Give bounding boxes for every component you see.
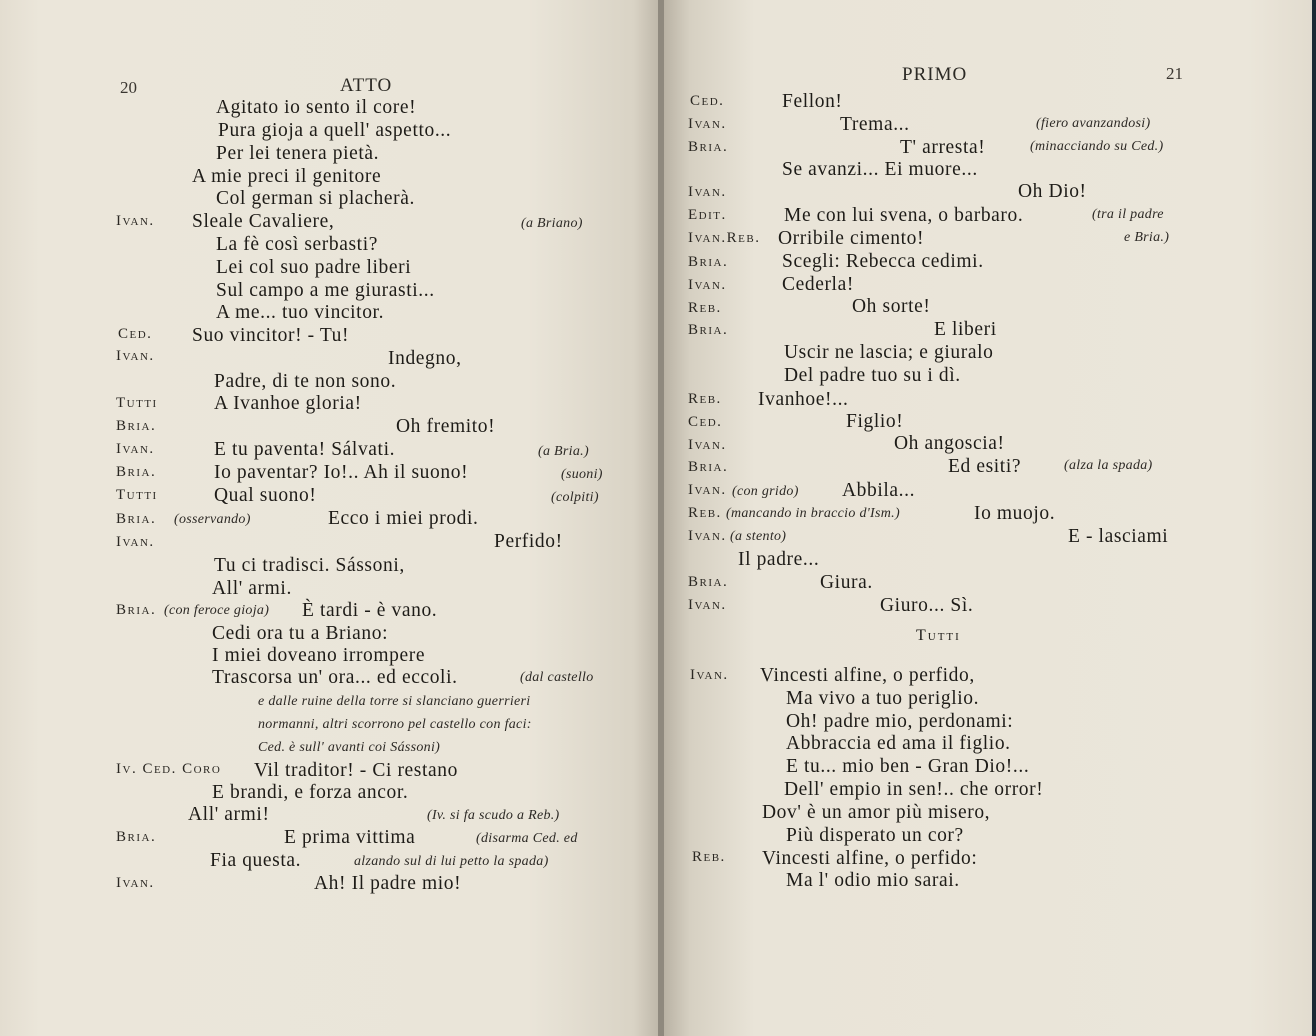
verse-line: Abbraccia ed ama il figlio.	[786, 733, 1011, 754]
verse-line: E prima vittima	[284, 827, 416, 848]
verse-line: Oh fremito!	[396, 416, 496, 437]
speaker: Bria.	[688, 459, 729, 475]
page-number-left: 20	[120, 78, 137, 97]
verse-line: Per lei tenera pietà.	[216, 143, 380, 164]
stage-direction: (dal castello	[520, 670, 594, 685]
verse-line: Ivanhoe!...	[758, 389, 849, 410]
verse-line: Ah! Il padre mio!	[314, 873, 462, 894]
section-heading: Tutti	[916, 627, 961, 644]
running-head-right: PRIMO	[902, 64, 968, 85]
speaker: Reb.	[688, 300, 722, 316]
speaker-note: (a stento)	[730, 529, 787, 544]
speaker: Ivan.	[116, 534, 155, 550]
verse-line: Ma l' odio mio sarai.	[786, 870, 960, 891]
speaker: Bria.	[116, 602, 157, 618]
verse-line: Ma vivo a tuo periglio.	[786, 688, 980, 709]
verse-line: Dell' empio in sen!.. che orror!	[784, 779, 1044, 800]
verse-line: La fè così serbasti?	[216, 234, 378, 255]
stage-direction: (a Bria.)	[538, 444, 589, 459]
stage-direction: normanni, altri scorrono pel castello con faci:	[258, 717, 532, 732]
speaker: Bria.	[688, 322, 729, 338]
verse-line: Padre, di te non sono.	[214, 371, 397, 392]
stage-direction: (Iv. si fa scudo a Reb.)	[427, 808, 560, 823]
speaker: Bria.	[688, 254, 729, 270]
speaker: Ivan.	[688, 437, 727, 453]
speaker: Bria.	[688, 574, 729, 590]
verse-line: All' armi.	[212, 578, 292, 599]
speaker: Ivan.	[688, 184, 727, 200]
stage-direction: (a Briano)	[521, 216, 583, 231]
verse-line: Orribile cimento!	[778, 228, 925, 249]
verse-line: Lei col suo padre liberi	[216, 257, 412, 278]
verse-line: E - lasciami	[1068, 526, 1169, 547]
stage-direction: (suoni)	[561, 467, 603, 482]
verse-line: All' armi!	[188, 804, 270, 825]
running-head-left: ATTO	[340, 75, 393, 96]
verse-line: Cederla!	[782, 274, 854, 295]
verse-line: Col german si placherà.	[216, 188, 415, 209]
verse-line: Sul campo a me giurasti...	[216, 280, 435, 301]
verse-line: Pura gioja a quell' aspetto...	[218, 120, 452, 141]
speaker: Tutti	[116, 395, 158, 411]
verse-line: Se avanzi... Ei muore...	[782, 159, 978, 180]
speaker: Reb.	[688, 505, 722, 521]
speaker: Ivan.	[116, 348, 155, 364]
stage-direction: e dalle ruine della torre si slanciano guerrieri	[258, 694, 531, 709]
verse-line: Vil traditor! - Ci restano	[254, 760, 458, 781]
page-number-right: 21	[1166, 64, 1183, 83]
verse-line: Vincesti alfine, o perfido:	[762, 848, 978, 869]
speaker: Ivan.	[688, 482, 727, 498]
verse-line: Ecco i miei prodi.	[328, 508, 479, 529]
speaker: Tutti	[116, 487, 158, 503]
speaker: Ivan.	[116, 213, 155, 229]
stage-direction: e Bria.)	[1124, 230, 1170, 245]
stage-direction: (minacciando su Ced.)	[1030, 139, 1164, 154]
verse-line: E tu paventa! Sálvati.	[214, 439, 396, 460]
speaker: Bria.	[116, 511, 157, 527]
verse-line: Abbila...	[842, 480, 916, 501]
verse-line: Vincesti alfine, o perfido,	[760, 665, 975, 686]
verse-line: A me... tuo vincitor.	[216, 302, 385, 323]
speaker: Iv. Ced. Coro	[116, 761, 222, 777]
verse-line: Agitato io sento il core!	[216, 97, 417, 118]
verse-line: Ed esiti?	[948, 456, 1022, 477]
verse-line: Giuro... Sì.	[880, 595, 974, 616]
speaker: Ivan.Reb.	[688, 230, 761, 246]
verse-line: Io muojo.	[974, 503, 1056, 524]
verse-line: Oh Dio!	[1018, 181, 1087, 202]
verse-line: Fia questa.	[210, 850, 302, 871]
verse-line: Me con lui svena, o barbaro.	[784, 205, 1024, 226]
speaker: Bria.	[116, 829, 157, 845]
stage-direction: (disarma Ced. ed	[476, 831, 578, 846]
verse-line: Suo vincitor! - Tu!	[192, 325, 350, 346]
verse-line: E tu... mio ben - Gran Dio!...	[786, 756, 1030, 777]
speaker: Edit.	[688, 207, 727, 223]
verse-line: E brandi, e forza ancor.	[212, 782, 409, 803]
verse-line: Indegno,	[388, 348, 462, 369]
verse-line: Trascorsa un' ora... ed eccoli.	[212, 667, 458, 688]
verse-line: Dov' è un amor più misero,	[762, 802, 991, 823]
verse-line: A mie preci il genitore	[192, 166, 382, 187]
verse-line: Del padre tuo su i dì.	[784, 365, 961, 386]
verse-line: Oh sorte!	[852, 296, 931, 317]
verse-line: Io paventar? Io!.. Ah il suono!	[214, 462, 469, 483]
speaker: Reb.	[692, 849, 726, 865]
speaker-note: (con grido)	[732, 484, 799, 499]
speaker: Bria.	[116, 418, 157, 434]
stage-direction: (fiero avanzandosi)	[1036, 116, 1151, 131]
speaker: Ced.	[688, 414, 723, 430]
verse-line: Giura.	[820, 572, 873, 593]
speaker: Ced.	[118, 326, 153, 342]
verse-line: Più disperato un cor?	[786, 825, 964, 846]
verse-line: T' arresta!	[900, 137, 986, 158]
verse-line: Trema...	[840, 114, 910, 135]
verse-line: E liberi	[934, 319, 997, 340]
verse-line: Qual suono!	[214, 485, 317, 506]
verse-line: È tardi - è vano.	[302, 600, 438, 621]
stage-direction: alzando sul di lui petto la spada)	[354, 854, 549, 869]
stage-direction: (colpiti)	[551, 490, 599, 505]
verse-line: Perfido!	[494, 531, 563, 552]
speaker-note: (con feroce gioja)	[164, 603, 270, 618]
speaker: Ivan.	[690, 667, 729, 683]
verse-line: Cedi ora tu a Briano:	[212, 623, 389, 644]
verse-line: A Ivanhoe gloria!	[214, 393, 362, 414]
verse-line: Scegli: Rebecca cedimi.	[782, 251, 984, 272]
verse-line: Figlio!	[846, 411, 904, 432]
verse-line: Fellon!	[782, 91, 843, 112]
speaker-note: (osservando)	[174, 512, 251, 527]
stage-direction: (alza la spada)	[1064, 458, 1153, 473]
verse-line: I miei doveano irrompere	[212, 645, 426, 666]
speaker: Ivan.	[688, 597, 727, 613]
verse-line: Oh! padre mio, perdonami:	[786, 711, 1014, 732]
speaker: Reb.	[688, 391, 722, 407]
speaker: Bria.	[688, 139, 729, 155]
verse-line: Tu ci tradisci. Sássoni,	[214, 555, 405, 576]
speaker: Ivan.	[688, 528, 727, 544]
speaker: Ced.	[690, 93, 725, 109]
speaker: Bria.	[116, 464, 157, 480]
speaker-note: (mancando in braccio d'Ism.)	[726, 506, 900, 521]
right-page	[664, 0, 1312, 1036]
verse-line: Sleale Cavaliere,	[192, 211, 335, 232]
stage-direction: Ced. è sull' avanti coi Sássoni)	[258, 740, 441, 755]
stage-direction: (tra il padre	[1092, 207, 1164, 222]
verse-line: Uscir ne lascia; e giuralo	[784, 342, 994, 363]
speaker: Ivan.	[116, 875, 155, 891]
speaker: Ivan.	[688, 277, 727, 293]
speaker: Ivan.	[116, 441, 155, 457]
speaker: Ivan.	[688, 116, 727, 132]
verse-line: Il padre...	[738, 549, 820, 570]
verse-line: Oh angoscia!	[894, 433, 1005, 454]
